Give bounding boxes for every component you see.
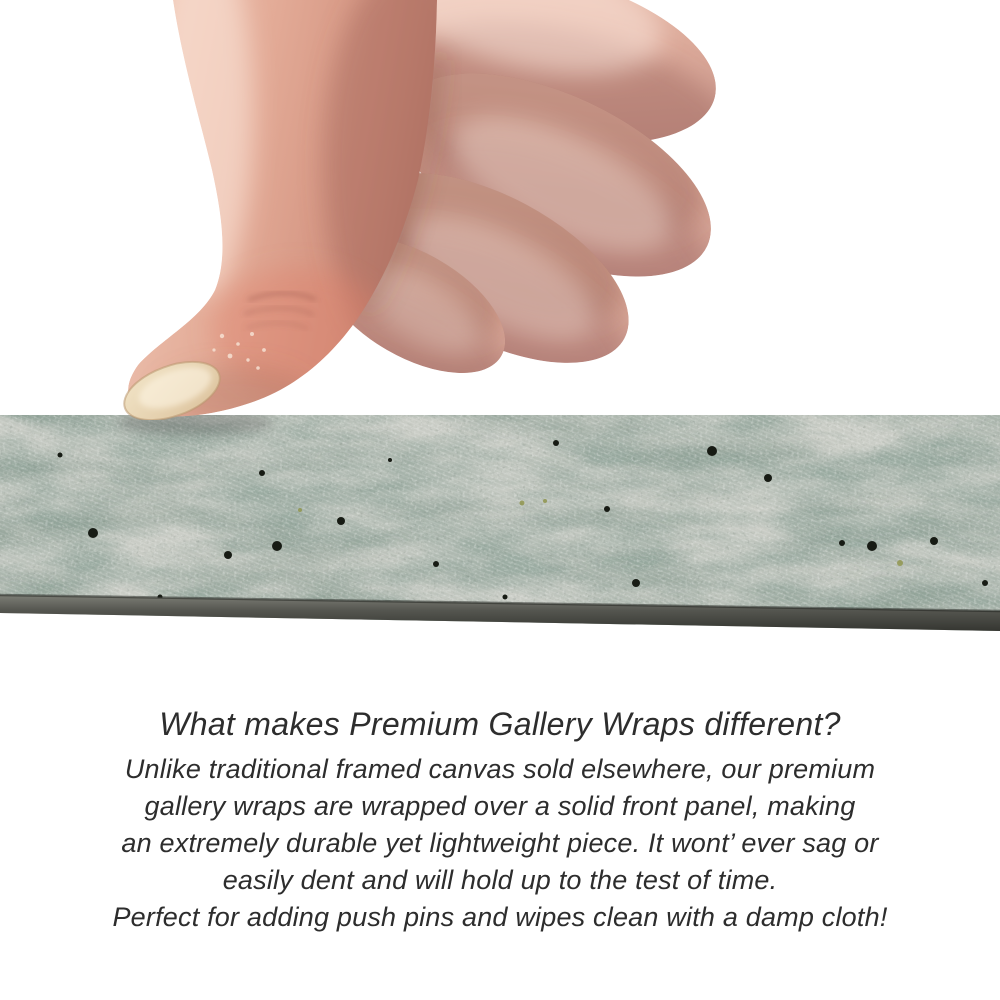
canvas-texture-illustration	[0, 415, 1000, 633]
canvas-edge-strip	[0, 415, 1000, 633]
hand-illustration	[0, 0, 1000, 420]
copy-line-2: gallery wraps are wrapped over a solid front panel, making	[144, 791, 856, 821]
hand-photo	[0, 0, 1000, 420]
copy-line-4: easily dent and will hold up to the test of time.	[222, 865, 778, 895]
copy-line-3: an extremely durable yet lightweight piece. It wont’ ever sag or	[121, 828, 879, 858]
marketing-copy	[0, 704, 1000, 936]
copy-heading: What makes Premium Gallery Wraps different?	[159, 706, 841, 742]
copy-line-1: Unlike traditional framed canvas sold elsewhere, our premium	[124, 754, 876, 784]
copy-line-5: Perfect for adding push pins and wipes clean with a damp cloth!	[112, 902, 888, 932]
